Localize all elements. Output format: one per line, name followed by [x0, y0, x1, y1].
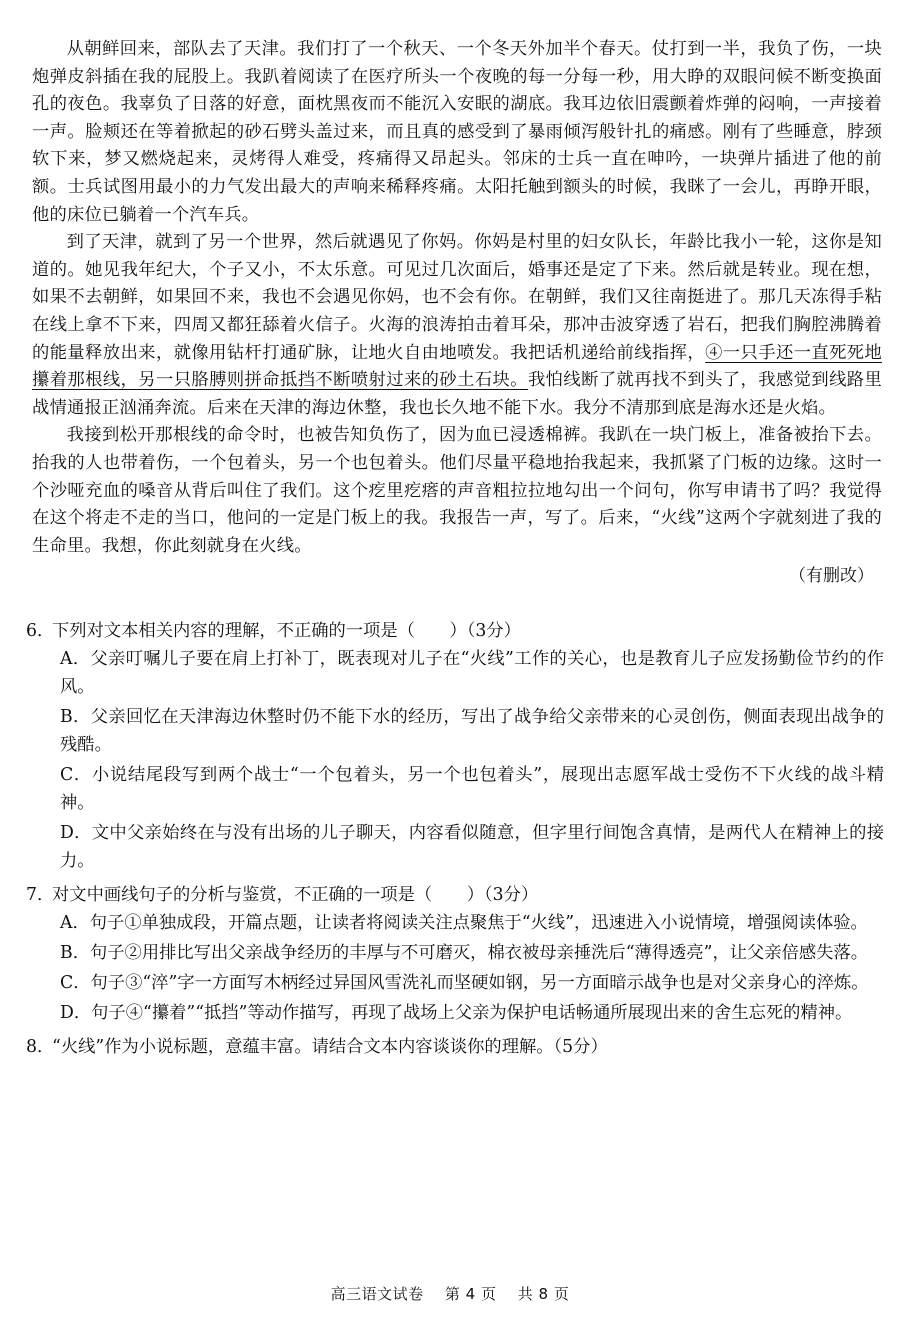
question-8-stem — [26, 1033, 884, 1061]
option-a: A．句子①单独成段，开篇点题，让读者将阅读关注点聚焦于“火线”，迅速进入小说情境，增强阅读体验。 — [60, 913, 868, 933]
option-c: C．句子③“淬”字一方面写木柄经过异国风雪洗礼而坚硬如钢，另一方面暗示战争也是对父亲身心的淬炼。 — [60, 973, 869, 993]
question-number: 7． — [26, 885, 55, 905]
question-8 — [26, 1033, 884, 1061]
option-a: A．父亲叮嘱儿子要在肩上打补丁，既表现对儿子在“火线”工作的关心，也是教育儿子应发扬勤俭节约的作风。 — [60, 649, 884, 697]
option-d: D．句子④“攥着”“抵挡”等动作描写，再现了战场上父亲为保护电话畅通所展现出来的舍生忘死的精神。 — [60, 1003, 853, 1023]
passage-paragraph-1: 从朝鲜回来，部队去了天津。我们打了一个秋天、一个冬天外加半个春天。仗打到一半，我负了伤，一块炮弹皮斜插在我的屁股上。我趴着阅读了在医疗所头一个夜晚的每一分每一秒，用大睁的双眼问候不断变换面孔的夜色。我辜负了日落的好意，面枕黑夜而不能沉入安眠的湖底。我耳边依旧震颤着炸弹的闷响，一声接着一声。脸颊还在等着掀起的砂石劈头盖过来，而且真的感受到了暴雨倾泻般针扎的痛感。刚有了些睡意，脖颈软下来，梦又燃烧起来，灵烤得人难受，疼痛得又昂起头。邻床的士兵一直在呻吟，一块弹片插进了他的前额。士兵试图用最小的力气发出最大的声响来稀释疼痛。太阳托触到额头的时候，我眯了一会儿，再睁开眼，他的床位已躺着一个汽车兵。 — [32, 39, 882, 225]
question-7-stem — [26, 881, 884, 909]
passage-paragraph-2 — [32, 229, 882, 422]
passage-paragraph-3: 我接到松开那根线的命令时，也被告知负伤了，因为血已浸透棉裤。我趴在一块门板上，准备被抬下去。抬我的人也带着伤，一个包着头，另一个也包着头。他们尽量平稳地抬我起来，我抓紧了门板的边缘。这时一个沙哑充血的嗓音从背后叫住了我们。这个疙里疙瘩的声音粗拉拉地勾出一个问句，你写申请书了吗？我觉得在这个将走不走的当口，他问的一定是门板上的我。我报告一声，写了。后来，“火线”这两个字就刻进了我的生命里。我想，你此刻就身在火线。 — [32, 425, 882, 556]
option-b: B．句子②用排比写出父亲战争经历的丰厚与不可磨灭，棉衣被母亲捶洗后“薄得透亮”，让父亲倍感失落。 — [60, 943, 869, 963]
question-list — [26, 617, 884, 1067]
edit-note: （有删改） — [789, 566, 874, 587]
option-b: B．父亲回忆在天津海边休整时仍不能下水的经历，写出了战争给父亲带来的心灵创伤，侧面表现出战争的残酷。 — [60, 707, 884, 755]
question-6-stem — [26, 617, 884, 645]
underlined-sentence-4: ④一只手还一直死死地攥着那根线，另一只胳膊则拼命抵挡不断喷射过来的砂土石块。 — [32, 342, 882, 391]
paragraph-2-text-before: 到了天津，就到了另一个世界，然后就遇见了你妈。你妈是村里的妇女队长，年龄比我小一轮，这你是知道的。她见我年纪大，个子又小，不太乐意。可见过几次面后，婚事还是定了下来。然后就是转业。现在想，如果不去朝鲜，如果回不来，我也不会遇见你妈，也不会有你。在朝鲜，我们又往南挺进了。那几天冻得手粘在线上拿不下来，四周又都狂舔着火信子。火海的浪涛拍击着耳朵，那冲击波穿透了岩石，把我们胸腔沸腾着的能量释放出来，就像用钻杆打通矿脉，让地火自由地喷发。我把话机递给前线指挥， — [32, 232, 882, 363]
question-text: 下列对文本相关内容的理解，不正确的一项是（ ）（3分） — [52, 621, 521, 641]
option-d: D．文中父亲始终在与没有出场的儿子聊天，内容看似随意，但字里行间饱含真情，是两代人在精神上的接力。 — [60, 823, 884, 871]
question-text: 对文中画线句子的分析与鉴赏，不正确的一项是（ ）（3分） — [52, 885, 539, 905]
page-number: 第 4 页 — [444, 1285, 497, 1303]
question-number: 6． — [26, 621, 55, 641]
exam-name: 高三语文试卷 — [330, 1285, 424, 1303]
reading-passage — [32, 36, 882, 590]
question-6 — [26, 617, 884, 875]
paragraph-2-text-after: 我怕线断了就再找不到头了，我感觉到线路里战情通报正汹涌奔流。后来在天津的海边休整，我也长久地不能下水。我分不清那到底是海水还是火焰。 — [32, 370, 882, 418]
question-number: 8． — [26, 1037, 55, 1057]
total-pages: 共 8 页 — [517, 1285, 570, 1303]
option-c: C．小说结尾段写到两个战士“一个包着头，另一个也包着头”，展现出志愿军战士受伤不下火线的战斗精神。 — [60, 765, 884, 813]
question-7 — [26, 881, 884, 1027]
page-footer — [0, 1284, 900, 1304]
question-text: “火线”作为小说标题，意蕴丰富。请结合文本内容谈谈你的理解。（5分） — [52, 1037, 608, 1057]
